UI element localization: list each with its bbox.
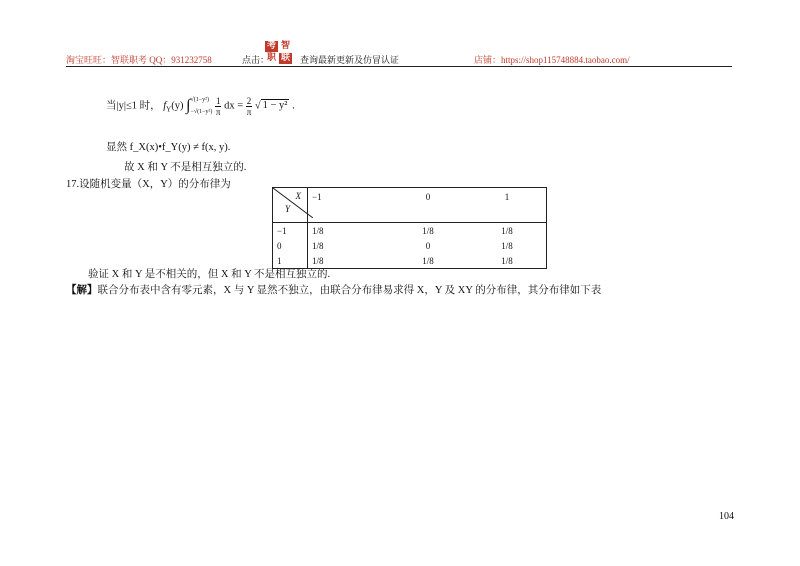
corner-y-label: Y <box>285 204 291 214</box>
table-cell: 1/8 <box>312 240 324 251</box>
table-row <box>273 223 547 239</box>
formula-prefix: 当|y|≤1 时， <box>106 100 161 112</box>
formula-fY: f <box>163 100 167 112</box>
formula-dx: dx = <box>224 100 244 112</box>
formula-line-marginal <box>106 94 295 118</box>
header-shop-link[interactable]: 店铺：https://shop115748884.taobao.com/ <box>474 55 630 65</box>
header-left-label: 淘宝旺旺：智联职考 QQ：931232758 <box>66 55 212 65</box>
conclusion-line: 故 X 和 Y 不是相互独立的. <box>124 162 247 173</box>
table-corner-cell <box>273 188 308 223</box>
sqrt-sign: √ <box>254 100 261 112</box>
logo-char: 职 <box>266 53 276 63</box>
logo-char: 联 <box>280 53 290 63</box>
table-cell: 1/8 <box>312 225 324 236</box>
frac-den: π <box>215 106 221 117</box>
formula-sub: Y <box>166 105 172 114</box>
upper-limit: √(1−y²) <box>190 97 209 103</box>
table-col-header: 1 <box>468 188 547 223</box>
frac-den: π <box>246 106 252 117</box>
solution-line <box>66 282 601 297</box>
integral-sign: ∫ <box>186 97 191 114</box>
formula-arg: (y) <box>171 100 184 112</box>
joint-distribution-table <box>272 187 547 269</box>
zhilian-logo <box>265 41 295 65</box>
lower-limit: −√(1−y²) <box>190 109 213 115</box>
table-col-header: 0 <box>388 188 468 223</box>
problem-statement: 17.设随机变量（X，Y）的分布律为 <box>66 179 231 190</box>
header-click-prefix: 点击： <box>242 55 270 65</box>
table-col-header: −1 <box>308 188 389 223</box>
table-cell: 1/8 <box>308 253 389 269</box>
corner-x-label: X <box>295 191 301 201</box>
formula-line-inequality: 显然 f_X(x)•f_Y(y) ≠ f(x, y). <box>106 142 231 153</box>
integral-limits <box>190 94 212 118</box>
table-cell: 1/8 <box>468 253 547 269</box>
page-number: 104 <box>719 511 734 522</box>
solution-tag: 【解】 <box>66 285 98 296</box>
table-cell: 1/8 <box>388 253 468 269</box>
table-header-row <box>273 188 547 223</box>
frac-num: 2 <box>246 95 252 106</box>
corner-diagonal <box>273 188 313 218</box>
table-cell: 1/8 <box>422 225 434 236</box>
table-cell: 1/8 <box>468 238 547 253</box>
table-row-y: −1 <box>273 223 308 239</box>
verify-statement: 验证 X 和 Y 是不相关的，但 X 和 Y 不是相互独立的. <box>88 269 331 280</box>
fraction-two-over-pi <box>246 96 253 117</box>
logo-char: 智 <box>280 41 290 51</box>
formula-tail: . <box>292 100 295 112</box>
table-row <box>273 238 547 253</box>
header-divider <box>66 66 732 67</box>
frac-num: 1 <box>215 95 221 106</box>
sqrt-radicand: 1 − y² <box>262 100 288 112</box>
table-row-y: 0 <box>273 238 308 253</box>
table-cell: 0 <box>425 240 431 251</box>
solution-text: 联合分布表中含有零元素，X 与 Y 显然不独立，由联合分布律易求得 X，Y 及 XY 的分布律，其分布律如下表 <box>97 285 602 296</box>
fraction-one-over-pi <box>215 96 222 117</box>
logo-char: 考 <box>266 41 276 51</box>
header-verify-link[interactable]: 查询最新更新及仿冒认证 <box>300 55 400 65</box>
table-row-y: 1 <box>273 253 308 269</box>
table-cell: 1/8 <box>468 223 547 239</box>
